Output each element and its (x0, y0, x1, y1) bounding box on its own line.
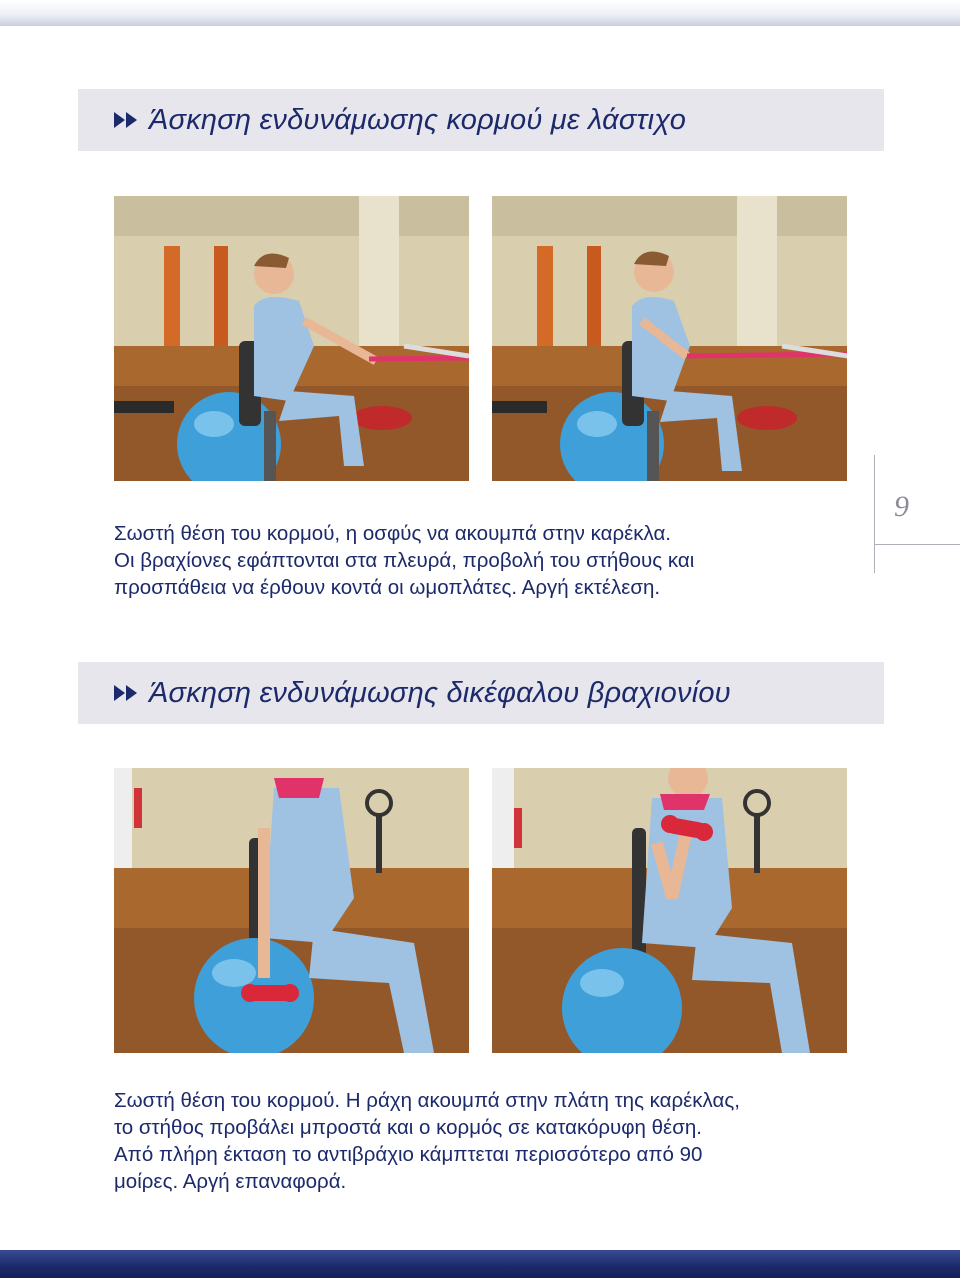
caption-line: Οι βραχίονες εφάπτονται στα πλευρά, προβολή του στήθους και (114, 549, 695, 572)
page-number-rule-horizontal (874, 544, 960, 545)
page-number-rule-vertical (874, 455, 875, 573)
bottom-navy-band (0, 1250, 960, 1278)
caption-trunk-exercise (114, 520, 854, 601)
double-arrow-icon (114, 112, 137, 128)
caption-biceps-exercise (114, 1087, 854, 1195)
double-arrow-icon (114, 685, 137, 701)
section-title-biceps: Άσκηση ενδυνάμωσης δικέφαλου βραχιονίου (149, 676, 731, 709)
caption-line: προσπάθεια να έρθουν κοντά οι ωμοπλάτες. Αργή εκτέλεση. (114, 576, 661, 599)
page-number: 9 (894, 490, 909, 523)
caption-line: Σωστή θέση του κορμού, η οσφύς να ακουμπά στην καρέκλα. (114, 522, 671, 545)
photo-biceps-start-position (114, 768, 469, 1053)
caption-line: Από πλήρη έκταση το αντιβράχιο κάμπτεται περισσότερο από 90 (114, 1143, 703, 1166)
section-header-biceps (78, 662, 884, 724)
section-header-trunk (78, 89, 884, 151)
caption-line: μοίρες. Αργή επαναφορά. (114, 1170, 347, 1193)
photo-trunk-start-position (114, 196, 469, 481)
photo-biceps-end-position (492, 768, 847, 1053)
caption-line: το στήθος προβάλει μπροστά και ο κορμός σε κατακόρυφη θέση. (114, 1116, 702, 1139)
section-title-trunk: Άσκηση ενδυνάμωσης κορμού με λάστιχο (149, 103, 687, 136)
top-gradient-band (0, 0, 960, 26)
caption-line: Σωστή θέση του κορμού. Η ράχη ακουμπά στην πλάτη της καρέκλας, (114, 1089, 740, 1112)
photo-trunk-end-position (492, 196, 847, 481)
